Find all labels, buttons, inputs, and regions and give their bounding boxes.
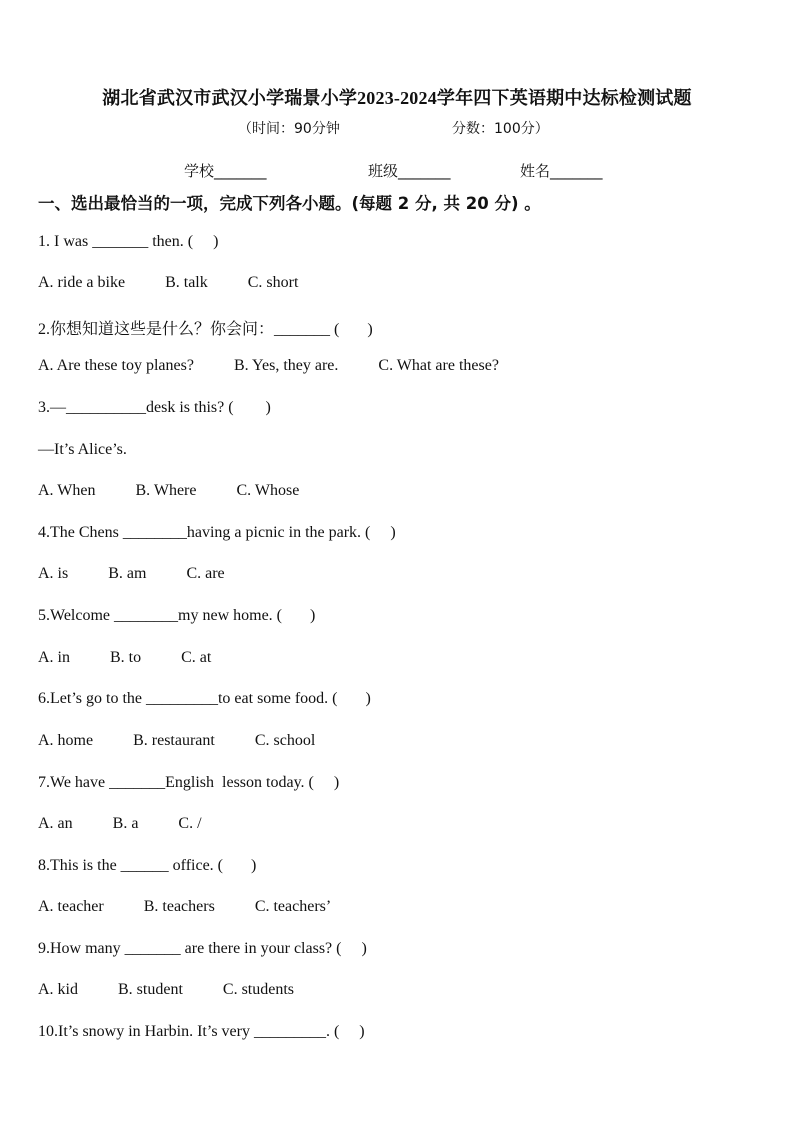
options-8: A. teacher B. teachers C. teachers’ [38,898,332,915]
options-1: A. ride a bike B. talk C. short [38,274,299,291]
question-1: 1. I was _______ then. ( ) [38,233,219,250]
page-title: 湖北省武汉市武汉小学瑞景小学2023-2024学年四下英语期中达标检测试题 [102,88,692,108]
score-info: 分数：100分） [452,121,549,137]
options-4: A. is B. am C. are [38,565,225,582]
question-3-answer: —It’s Alice’s. [38,441,127,458]
options-5: A. in B. to C. at [38,649,212,666]
options-9: A. kid B. student C. students [38,981,295,998]
question-6: 6.Let’s go to the _________to eat some food. ( ) [38,690,371,707]
options-3: A. When B. Where C. Whose [38,482,300,499]
school-field: 学校_______ [184,162,267,180]
section-heading: 一、选出最恰当的一项，完成下列各小题。(每题 2 分, 共 20 分) 。 [38,194,541,213]
question-9: 9.How many _______ are there in your class? ( ) [38,940,367,957]
name-field: 姓名_______ [520,162,603,180]
options-7: A. an B. a C. / [38,815,202,832]
question-8: 8.This is the ______ office. ( ) [38,857,257,874]
question-5: 5.Welcome ________my new home. ( ) [38,607,316,624]
question-2: 2.你想知道这些是什么？你会问：_______ ( ) [38,321,373,338]
question-3: 3.—__________desk is this? ( ) [38,399,271,416]
question-7: 7.We have _______English lesson today. ( ) [38,774,340,791]
class-field: 班级_______ [368,162,451,180]
options-6: A. home B. restaurant C. school [38,732,316,749]
time-info: （时间：90分钟 [238,121,340,137]
question-4: 4.The Chens ________having a picnic in the park. ( ) [38,524,396,541]
question-10: 10.It’s snowy in Harbin. It’s very _________. ( ) [38,1023,365,1040]
options-2: A. Are these toy planes? B. Yes, they are. C. What are these? [38,357,499,374]
